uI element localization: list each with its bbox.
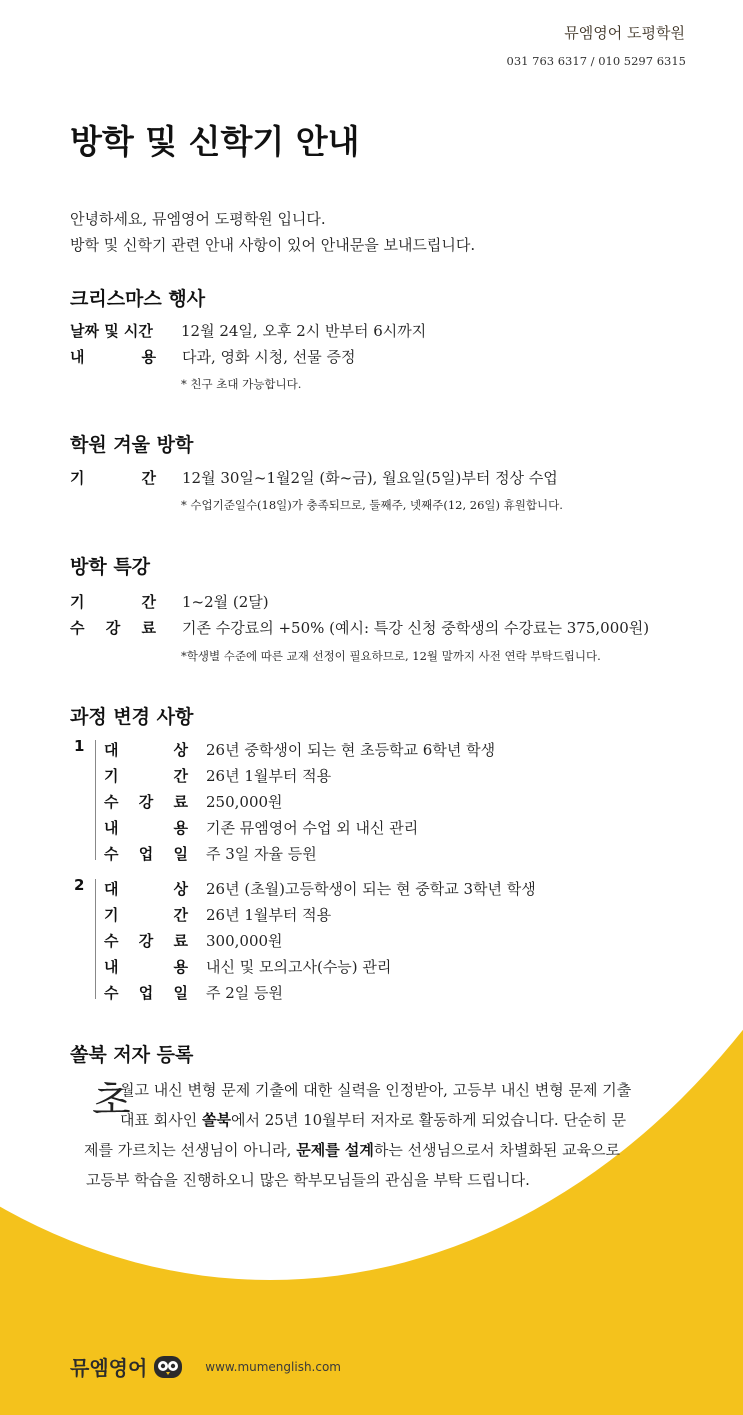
christmas-date-value: 12월 24일, 오후 2시 반부터 6시까지: [181, 321, 427, 340]
course-group-divider: [95, 740, 96, 860]
special-fee-row: [70, 615, 649, 639]
christmas-date-label: 날짜 및 시간: [70, 321, 153, 340]
course-row-label: 수 강 료: [104, 931, 188, 950]
winter-period-label: 기 간: [70, 468, 156, 487]
brand-logo-text: 뮤엠영어: [70, 1356, 148, 1380]
winter-note: * 수업기준일수(18일)가 충족되므로, 둘째주, 넷째주(12, 26일) 휴원합니다.: [181, 498, 563, 512]
course-row: [104, 954, 391, 978]
academy-name: 뮤엠영어 도평학원: [564, 24, 685, 42]
course-row-label: 대 상: [104, 879, 188, 898]
course-row-value: 26년 (초월)고등학생이 되는 현 중학교 3학년 학생: [206, 879, 536, 898]
course-change-heading: 과정 변경 사항: [70, 706, 194, 728]
course-group-number: 2: [74, 876, 85, 894]
course-row-value: 250,000원: [206, 792, 283, 811]
course-group-number: 1: [74, 737, 85, 755]
author-line-4: 고등부 학습을 진행하오니 많은 학부모님들의 관심을 부탁 드립니다.: [86, 1171, 530, 1189]
christmas-note: * 친구 초대 가능합니다.: [181, 377, 302, 391]
special-period-row: [70, 589, 269, 613]
course-row-value: 300,000원: [206, 931, 283, 950]
course-row-label: 수 업 일: [104, 983, 188, 1002]
course-row-value: 기존 뮤엠영어 수업 외 내신 관리: [206, 818, 419, 837]
course-row: [104, 841, 317, 865]
christmas-content-value: 다과, 영화 시청, 선물 증정: [182, 347, 356, 366]
course-row-value: 내신 및 모의고사(수능) 관리: [206, 957, 392, 976]
course-row-label: 기 간: [104, 905, 188, 924]
course-row: [104, 902, 331, 926]
special-period-label: 기 간: [70, 592, 156, 611]
owl-logo-icon: [153, 1354, 183, 1380]
christmas-content-label: 내 용: [70, 347, 156, 366]
winter-period-value: 12월 30일~1월2일 (화~금), 월요일(5일)부터 정상 수업: [182, 468, 558, 487]
course-row-label: 내 용: [104, 818, 188, 837]
course-row-label: 내 용: [104, 957, 188, 976]
course-row: [104, 980, 283, 1004]
winter-heading: 학원 겨울 방학: [70, 434, 194, 456]
christmas-heading: 크리스마스 행사: [70, 288, 206, 310]
special-heading: 방학 특강: [70, 556, 151, 578]
author-line-2: 대표 회사인 쏠북에서 25년 10월부터 저자로 활동하게 되었습니다. 단순히 문: [120, 1111, 627, 1129]
course-row: [104, 876, 536, 900]
course-row-value: 주 3일 자율 등원: [206, 844, 317, 863]
christmas-date-row: [70, 318, 426, 342]
website-url: www.mumenglish.com: [205, 1359, 341, 1374]
academy-phone: 031 763 6317 / 010 5297 6315: [506, 54, 686, 68]
course-row: [104, 815, 418, 839]
course-row-label: 수 강 료: [104, 792, 188, 811]
course-row-label: 대 상: [104, 740, 188, 759]
course-group-divider: [95, 879, 96, 999]
course-row-value: 26년 1월부터 적용: [206, 766, 332, 785]
dropcap: 초: [92, 1078, 131, 1124]
christmas-content-row: [70, 344, 356, 368]
author-heading: 쏠북 저자 등록: [70, 1044, 194, 1066]
intro-line-1: 안녕하세요, 뮤엠영어 도평학원 입니다.: [70, 210, 326, 228]
intro-text: [70, 206, 475, 258]
special-fee-label: 수 강 료: [70, 618, 156, 637]
course-row-value: 주 2일 등원: [206, 983, 284, 1002]
author-line-3: 제를 가르치는 선생님이 아니라, 문제를 설계하는 선생님으로서 차별화된 교육으로: [84, 1141, 621, 1159]
course-row-value: 26년 중학생이 되는 현 초등학교 6학년 학생: [206, 740, 496, 759]
winter-period-row: [70, 465, 558, 489]
course-row-value: 26년 1월부터 적용: [206, 905, 332, 924]
special-note: *학생별 수준에 따른 교재 선정이 필요하므로, 12월 말까지 사전 연락 부탁드립니다.: [181, 649, 601, 663]
special-period-value: 1~2월 (2달): [182, 592, 269, 611]
course-row-label: 수 업 일: [104, 844, 188, 863]
author-line-1: 월고 내신 변형 문제 기출에 대한 실력을 인정받아, 고등부 내신 변형 문제 기출: [120, 1081, 632, 1099]
course-row: [104, 737, 495, 761]
special-fee-value: 기존 수강료의 +50% (예시: 특강 신청 중학생의 수강료는 375,000원): [182, 618, 650, 637]
footer-logo: [70, 1352, 341, 1381]
course-row: [104, 789, 283, 813]
page-title: 방학 및 신학기 안내: [70, 122, 360, 161]
intro-line-2: 방학 및 신학기 관련 안내 사항이 있어 안내문을 보내드립니다.: [70, 236, 476, 254]
course-row: [104, 928, 283, 952]
course-row: [104, 763, 331, 787]
course-row-label: 기 간: [104, 766, 188, 785]
